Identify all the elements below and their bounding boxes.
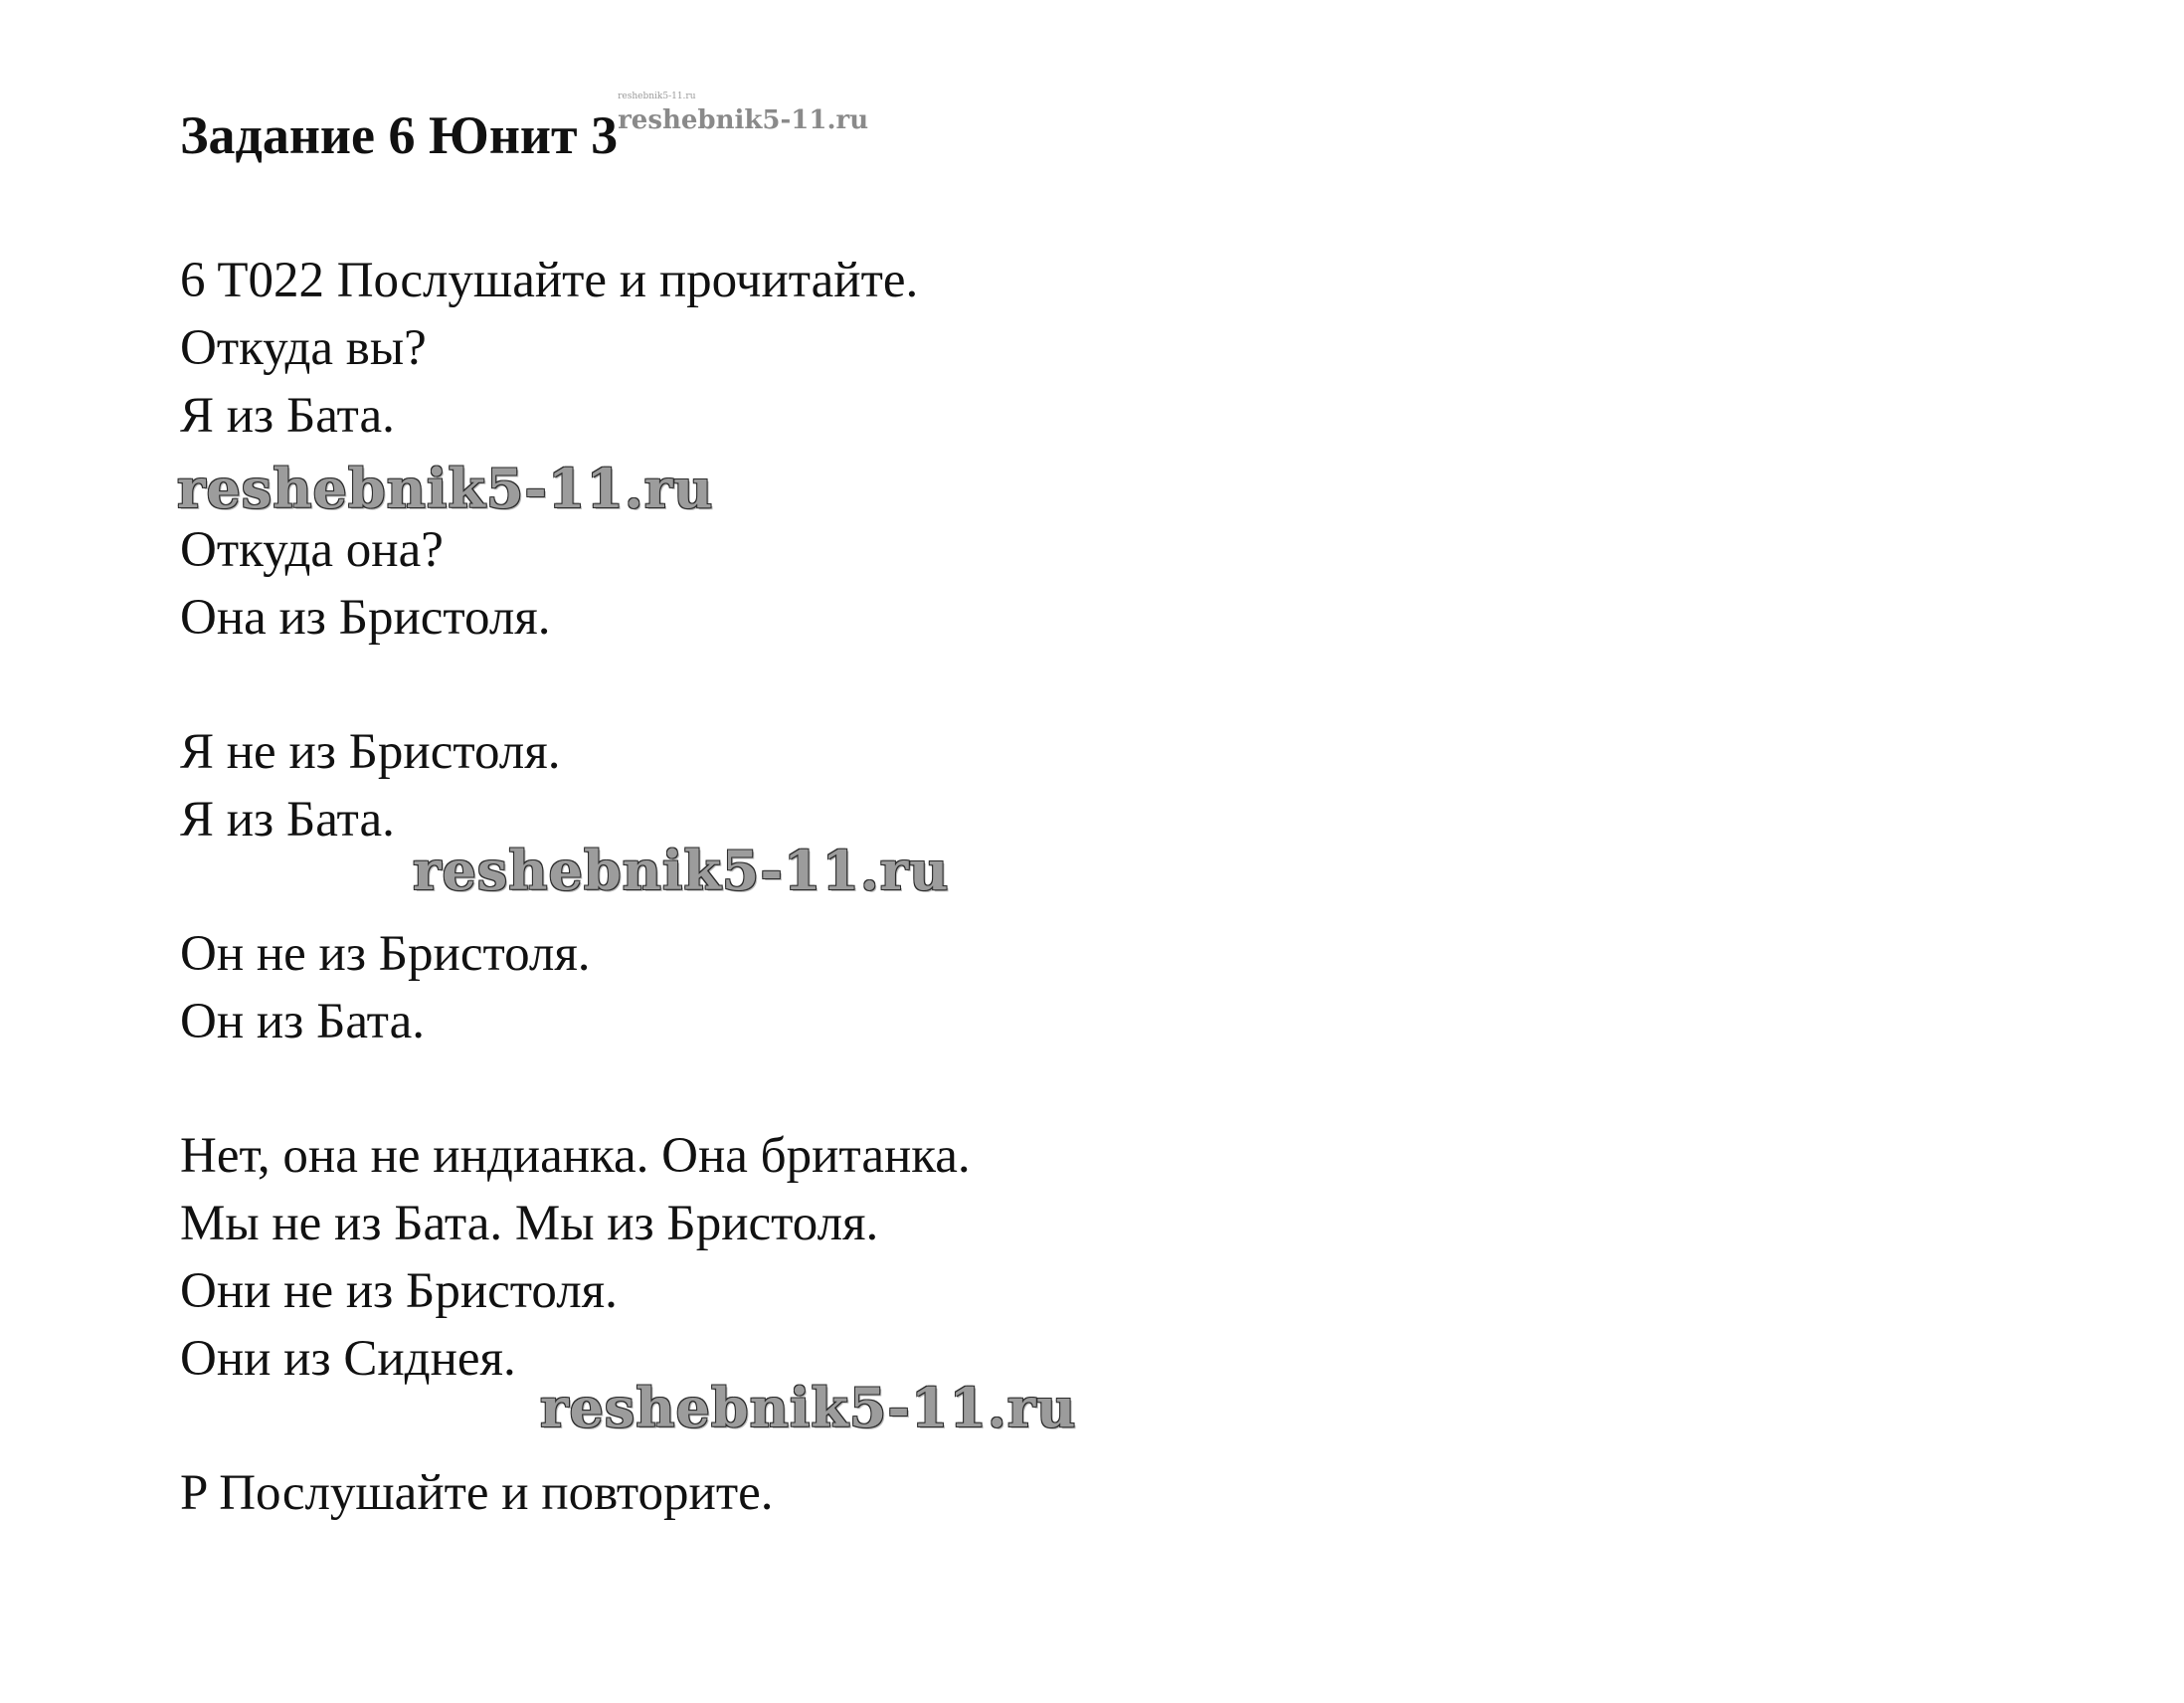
text-line: Я не из Бристоля. (180, 724, 561, 780)
watermark-logo: reshebnik5-11.ru (540, 1376, 1077, 1439)
text-line: Откуда она? (180, 522, 444, 578)
text-line: Они не из Бристоля. (180, 1263, 618, 1319)
watermark-logo: reshebnik5-11.ru (177, 457, 714, 520)
watermark-logo: reshebnik5-11.ru (413, 839, 950, 902)
text-line: Они из Сиднея. (180, 1331, 516, 1387)
text-line: Я из Бата. (180, 792, 395, 848)
watermark-small-text: reshebnik5-11.ru (618, 105, 869, 135)
title-text: Задание 6 Юнит 3 (180, 105, 619, 165)
text-line: Нет, она не индианка. Она британка. (180, 1128, 971, 1184)
page-title (180, 92, 869, 171)
text-line: Я из Бата. (180, 388, 395, 444)
text-line: Откуда вы? (180, 320, 427, 376)
text-line: 6 T022 Послушайте и прочитайте. (180, 253, 919, 308)
text-line: Он из Бата. (180, 994, 425, 1049)
text-line: Он не из Бристоля. (180, 926, 591, 982)
watermark-logo-small (618, 92, 869, 135)
watermark-logo-tiny: reshebnik5-11.ru (618, 92, 696, 101)
text-line: Мы не из Бата. Мы из Бристоля. (180, 1196, 879, 1251)
text-line: Она из Бристоля. (180, 590, 551, 646)
text-line: P Послушайте и повторите. (180, 1465, 774, 1521)
